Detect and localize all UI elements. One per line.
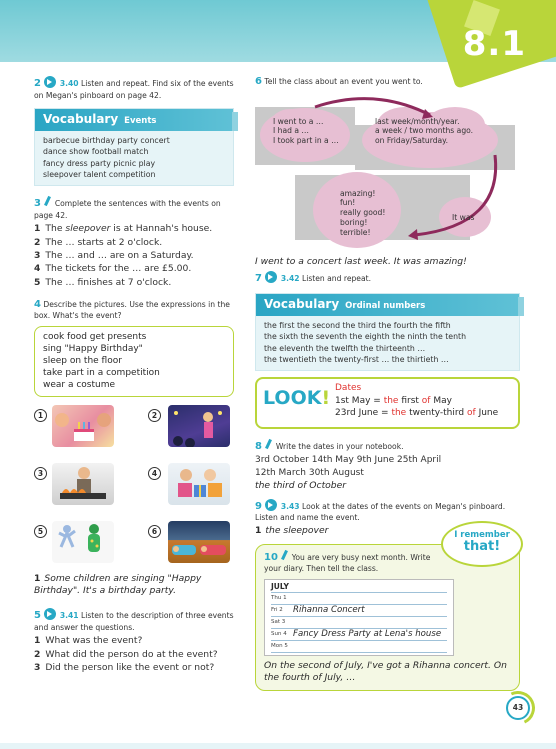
instruction: Listen and repeat. Find six of the events on Megan's pinboard on page 42. — [34, 79, 234, 100]
vocabulary-subtitle: Events — [124, 115, 157, 126]
dates-line: 3rd October 14th May 9th June 25th April — [255, 454, 442, 465]
exercise-number: 10 — [264, 551, 278, 563]
expressions-box — [34, 326, 234, 397]
sentence: 3 The … and … are on a Saturday. — [34, 249, 194, 261]
picture-birthday-party — [52, 405, 114, 447]
look-line: 1st May = the first of May — [335, 395, 452, 406]
sentences-list — [34, 222, 234, 289]
picture-number: 5 — [34, 525, 47, 538]
instruction: Complete the sentences with the events on page 42. — [34, 199, 221, 220]
vocabulary-title: Vocabulary — [43, 111, 119, 126]
picture-dance-show — [52, 521, 114, 563]
vocabulary-ordinal-box — [255, 293, 520, 371]
expression: cook food get presents — [43, 331, 147, 342]
pencil-icon — [264, 439, 273, 451]
look-line: 23rd June = the twenty-third of June — [335, 408, 499, 419]
speech-clouds — [255, 95, 520, 250]
page-number: 43 — [506, 696, 530, 720]
picture-number: 3 — [34, 467, 47, 480]
look-content — [335, 382, 498, 420]
picture-number: 4 — [148, 467, 161, 480]
exercise-number: 6 — [255, 76, 262, 87]
look-heading: Dates — [335, 383, 362, 394]
cloud-phrases-2: last week/month/year. a week / two months ago. on Friday/Saturday. — [375, 116, 474, 146]
track-number: 3.43 — [280, 501, 300, 511]
instruction: Tell the class about an event you went to. — [264, 77, 423, 86]
exercise-10 — [264, 550, 449, 574]
cloud-phrase-4: It was — [452, 212, 475, 222]
diary-row: Mon 5 — [271, 641, 447, 653]
vocab-line: the sixth the seventh the eighth the ninth the tenth — [264, 332, 467, 342]
instruction: Look at the dates of the events on Megan's pinboard. Listen and name the event. — [255, 501, 506, 523]
exercise-number: 5 — [34, 610, 41, 622]
header-band — [0, 0, 556, 62]
vocab-line: dance show football match — [43, 147, 149, 157]
vocabulary-title: Vocabulary — [264, 297, 340, 311]
look-box — [255, 377, 520, 429]
sleeping-bags-icon — [168, 521, 230, 563]
right-column — [255, 76, 520, 691]
singer-icon — [168, 405, 230, 447]
exercise-8-answer: the third of October — [255, 479, 347, 491]
audio-icon[interactable] — [265, 499, 277, 511]
sentence: 1 The sleepover is at Hannah's house. — [34, 223, 213, 235]
birthday-cake-icon — [52, 405, 114, 447]
barbecue-icon — [52, 463, 114, 505]
instruction: Listen and repeat. — [301, 273, 372, 283]
sentence: 5 The … finishes at 7 o'clock. — [34, 276, 172, 288]
instruction: Listen to the description of three events and answer the questions. — [34, 611, 234, 632]
vocab-line: sleepover talent competition — [43, 169, 156, 179]
exercise-number: 9 — [255, 500, 262, 512]
sentence: 4 The tickets for the … are £5.00. — [34, 263, 192, 275]
audio-icon[interactable] — [265, 271, 277, 283]
exercise-number: 8 — [255, 441, 262, 453]
track-number: 3.42 — [280, 273, 300, 283]
diary-row: Thu 1 — [271, 593, 447, 605]
picture-number: 1 — [34, 409, 47, 422]
vocabulary-list — [256, 316, 519, 370]
exercise-number: 4 — [34, 298, 41, 310]
vocab-line: fancy dress party picnic play — [43, 158, 156, 168]
question: 3 Did the person like the event or not? — [34, 662, 215, 674]
pencil-icon — [280, 550, 289, 562]
footer-band — [0, 743, 556, 749]
expression: sleep on the floor — [43, 356, 122, 367]
unit-number: 8.1 — [462, 24, 526, 64]
answer-text: Some children are singing "Happy Birthday". It's a birthday party. — [34, 572, 202, 596]
pencil-icon — [43, 196, 52, 208]
exercise-3 — [34, 196, 234, 220]
picture-number: 2 — [148, 409, 161, 422]
exercise-4 — [34, 299, 234, 321]
vocabulary-subtitle: Ordinal numbers — [345, 301, 426, 311]
vocab-line: barbecue birthday party concert — [43, 135, 170, 145]
picture-number: 6 — [148, 525, 161, 538]
vocab-line: the eleventh the twelfth the thirteenth … — [264, 343, 426, 353]
diary-row: Fri 2 Rihanna Concert — [271, 605, 447, 617]
exercise-10-answer: On the second of July, I've got a Rihanna concert. On the fourth of July, … — [264, 659, 507, 683]
exercise-6-example: I went to a concert last week. It was amazing! — [255, 255, 467, 267]
sentence: 2 The … starts at 2 o'clock. — [34, 236, 163, 248]
vocabulary-list — [35, 131, 233, 185]
exercise-number: 2 — [34, 78, 41, 89]
question: 2 What did the person do at the event? — [34, 648, 218, 660]
audio-icon[interactable] — [44, 76, 56, 88]
instruction: Write the dates in your notebook. — [275, 442, 404, 452]
cloud-phrases-3: amazing! fun! really good! boring! terrible! — [340, 188, 386, 237]
look-logo: LOOK! — [263, 387, 331, 410]
track-number: 3.40 — [59, 79, 79, 88]
diary-notebook — [264, 579, 454, 656]
exercise-8 — [255, 439, 520, 454]
presents-icon — [168, 463, 230, 505]
pictures-grid — [34, 405, 234, 575]
picture-concert — [168, 405, 230, 447]
picture-sleepover — [168, 521, 230, 563]
answer-number: 1 — [34, 572, 41, 584]
exercise-6 — [255, 76, 520, 89]
expression: take part in a competition — [43, 368, 160, 379]
i-remember-that-bubble: I remember that! — [441, 521, 523, 567]
exercise-number: 3 — [34, 198, 41, 210]
dancers-icon — [52, 521, 114, 563]
exercise-5 — [34, 608, 234, 632]
question: 1 What was the event? — [34, 635, 143, 647]
exercise-4-answer — [34, 573, 234, 597]
left-column — [34, 76, 234, 674]
diary-row: Sat 3 — [271, 617, 447, 629]
exercise-2 — [34, 76, 234, 100]
instruction: You are very busy next month. Write your diary. Then tell the class. — [264, 552, 431, 574]
vocab-line: the twentieth the twenty-first … the thirtieth … — [264, 354, 449, 364]
exercise-7 — [255, 271, 520, 286]
dates-line: 12th March 30th August — [255, 467, 364, 478]
diary-month: JULY — [271, 582, 447, 593]
picture-barbecue — [52, 463, 114, 505]
exercise-number: 7 — [255, 272, 262, 284]
picture-presents — [168, 463, 230, 505]
instruction: Describe the pictures. Use the expressions in the box. What's the event? — [34, 299, 230, 321]
exercise-9-answer: 1 the sleepover — [255, 524, 329, 536]
vocab-line: the first the second the third the fourth the fifth — [264, 321, 451, 330]
vocabulary-heading — [256, 294, 519, 316]
expression: wear a costume — [43, 380, 116, 391]
expression: sing "Happy Birthday" — [43, 344, 143, 354]
cloud-phrases-1: I went to a … I had a … I took part in a … — [273, 116, 339, 146]
vocabulary-events-box — [34, 108, 234, 186]
exercise-9 — [255, 499, 520, 523]
vocabulary-heading — [35, 109, 233, 131]
track-number: 3.41 — [59, 611, 79, 621]
diary-row: Sun 4 Fancy Dress Party at Lena's house — [271, 629, 447, 641]
audio-icon[interactable] — [44, 608, 56, 620]
questions-list — [34, 634, 234, 674]
